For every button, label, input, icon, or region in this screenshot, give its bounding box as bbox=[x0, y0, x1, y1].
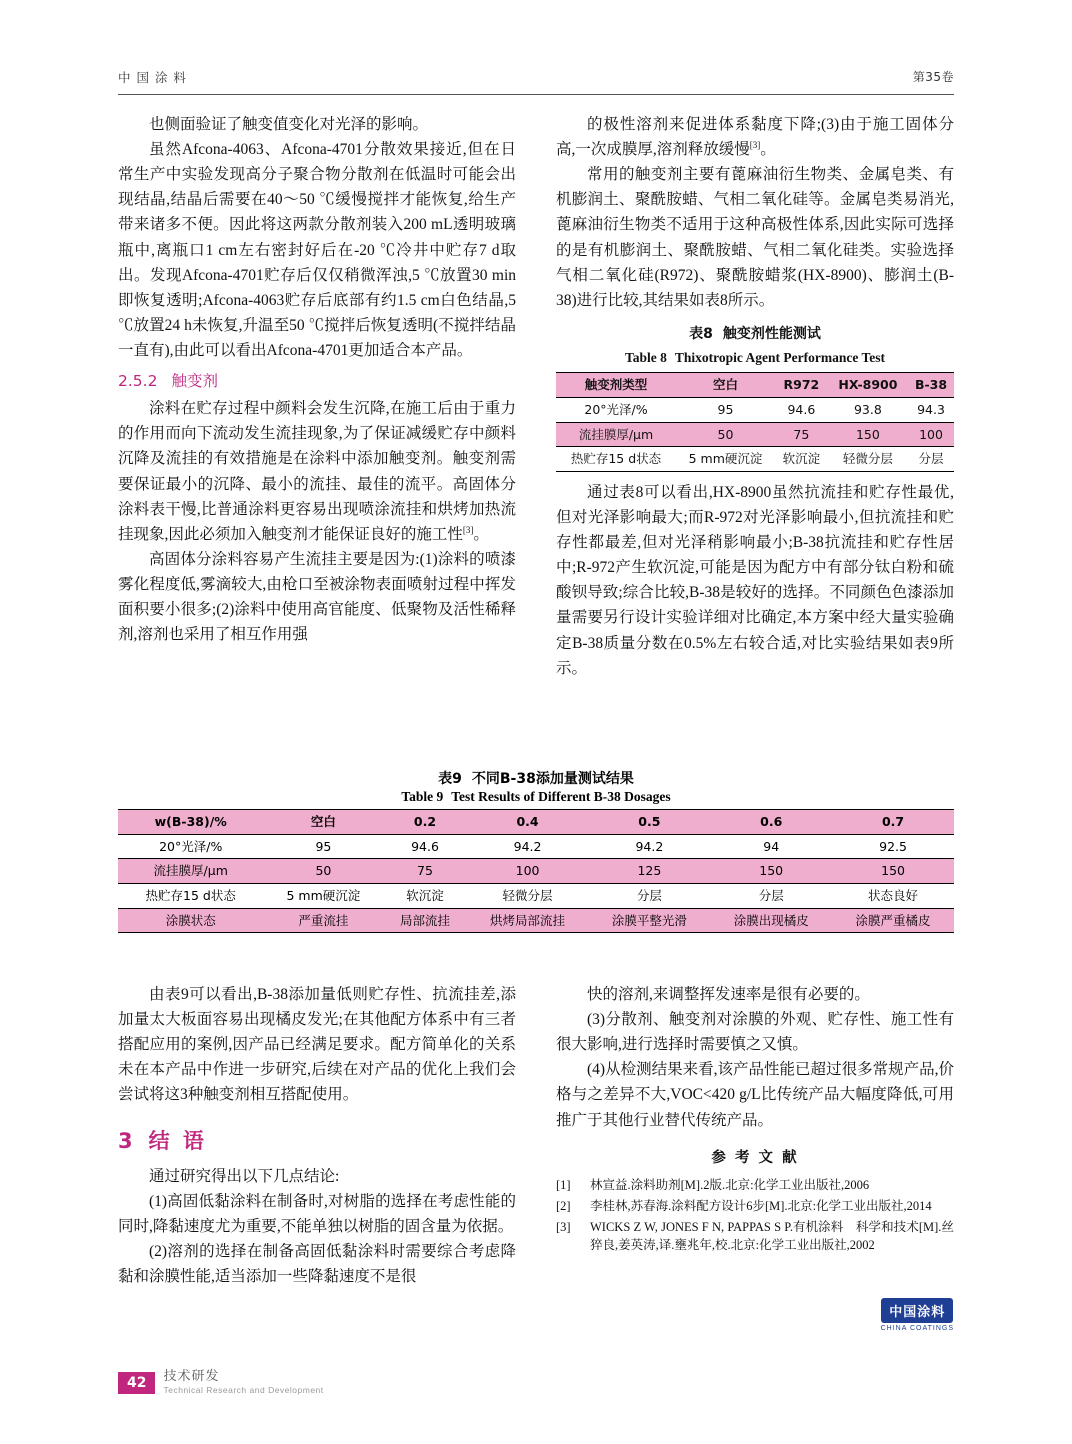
table-cell: 75 bbox=[775, 422, 828, 447]
table-cell: 软沉淀 bbox=[383, 883, 466, 908]
table-cell: 流挂膜厚/μm bbox=[556, 422, 676, 447]
table-9-number-en: Table 9 bbox=[401, 789, 444, 804]
table-8-caption-cn: 触变剂性能测试 bbox=[722, 325, 821, 342]
table-row bbox=[556, 398, 954, 423]
table-9-title-en bbox=[118, 789, 954, 805]
table-cell: 流挂膜厚/μm bbox=[118, 859, 263, 884]
table-cell: 94.2 bbox=[467, 834, 589, 859]
section-number: 2.5.2 bbox=[118, 372, 158, 391]
table-cell: 0.2 bbox=[383, 810, 466, 835]
table-cell: 150 bbox=[710, 859, 832, 884]
table-9-container bbox=[118, 768, 954, 933]
reference-text: 林宣益.涂料助剂[M].2版.北京:化学工业出版社,2006 bbox=[590, 1178, 870, 1193]
reference-text: 李桂林,苏春海.涂料配方设计6步[M].北京:化学工业出版社,2014 bbox=[590, 1198, 932, 1213]
table-cell: w(B-38)/% bbox=[118, 810, 263, 835]
table-cell: 125 bbox=[588, 859, 710, 884]
table-9 bbox=[118, 809, 954, 933]
table-row bbox=[118, 859, 954, 884]
paragraph bbox=[118, 396, 516, 547]
table-cell: 50 bbox=[676, 422, 775, 447]
table-8-number-cn: 表8 bbox=[689, 325, 713, 342]
paragraph-text: 的极性溶剂来促进体系黏度下降;(3)由于施工固体分高,一次成膜厚,溶剂释放缓慢 bbox=[556, 116, 954, 159]
table-cell: 0.4 bbox=[467, 810, 589, 835]
table-9-caption-cn: 不同B-38添加量测试结果 bbox=[471, 771, 634, 787]
reference-number: [1] bbox=[556, 1178, 571, 1193]
table-row bbox=[118, 834, 954, 859]
table-row bbox=[118, 883, 954, 908]
table-cell: B-38 bbox=[908, 373, 954, 398]
table-cell: 烘烤局部流挂 bbox=[467, 908, 589, 933]
reference-item bbox=[556, 1176, 954, 1195]
table-cell: 分层 bbox=[908, 447, 954, 472]
table-9-caption-en: Test Results of Different B-38 Dosages bbox=[451, 789, 671, 804]
table-row bbox=[556, 373, 954, 398]
table-cell: 涂膜严重橘皮 bbox=[832, 908, 954, 933]
table-cell: 94.2 bbox=[588, 834, 710, 859]
table-cell: 涂膜状态 bbox=[118, 908, 263, 933]
table-cell: 100 bbox=[908, 422, 954, 447]
paragraph: (4)从检测结果来看,该产品性能已超过很多常规产品,价格与之差异不大,VOC<420 g/L比传统产品大幅度降低,可用推广于其他行业替代传统产品。 bbox=[556, 1061, 954, 1129]
paragraph: (2)溶剂的选择在制备高固低黏涂料时需要综合考虑降黏和涂膜性能,适当添加一些降黏速度不是很 bbox=[118, 1242, 516, 1285]
table-cell: 5 mm硬沉淀 bbox=[676, 447, 775, 472]
table-8-container bbox=[556, 323, 954, 472]
paragraph bbox=[556, 112, 954, 162]
table-cell: 轻微分层 bbox=[467, 883, 589, 908]
table-8-caption-en: Thixotropic Agent Performance Test bbox=[674, 349, 885, 365]
table-cell: 严重流挂 bbox=[263, 908, 383, 933]
paragraph: 通过表8可以看出,HX-8900虽然抗流挂和贮存性最优,但对光泽影响最大;而R-972对光泽影响最小,但抗流挂和贮存性都最差,但对光泽稍影响最小;B-38抗流挂和贮存性居中;R-972产生软沉淀,可能是因为配方中有部分钛白粉和硫酸钡导致;综合比较,B-38是较好的选择。不同颜色色漆添加量需要另行设计实验详细对比确定,本方案中经大量实验确定B-38质量分数在0.5%左右较合适,对比实验结果如表9所示。 bbox=[556, 483, 954, 677]
reference-item bbox=[556, 1218, 954, 1256]
journal-name: 中 国 涂 料 bbox=[118, 70, 187, 85]
reference-text: WICKS Z W, JONES F N, PAPPAS S P.有机涂料 科学和技术[M].丝猝良,姜英涛,译.壅兆年,校.北京:化学工业出版社,2002 bbox=[590, 1219, 954, 1253]
references-heading: 参 考 文 献 bbox=[711, 1149, 799, 1166]
volume-label: 第35卷 bbox=[912, 70, 954, 84]
table-row bbox=[118, 908, 954, 933]
table-cell: 92.5 bbox=[832, 834, 954, 859]
citation-ref: [3] bbox=[749, 139, 761, 150]
paragraph: 快的溶剂,来调整挥发速率是很有必要的。 bbox=[587, 986, 870, 1003]
table-cell: 0.6 bbox=[710, 810, 832, 835]
paragraph: 通过研究得出以下几点结论: bbox=[149, 1167, 340, 1185]
table-cell: 涂膜平整光滑 bbox=[588, 908, 710, 933]
paragraph: 常用的触变剂主要有蓖麻油衍生物类、金属皂类、有机膨润土、聚酰胺蜡、气相二氧化硅等。金属皂类易消光,蓖麻油衍生物类不适用于这种高极性体系,因此实际可选择的是有机膨润土、聚酰胺蜡、气相二氧化硅类。实验选择气相二氧化硅(R972)、聚酰胺蜡浆(HX-8900)、膨润土(B-38)进行比较,其结果如表8所示。 bbox=[556, 166, 954, 309]
page-footer bbox=[118, 1369, 324, 1396]
table-cell: 150 bbox=[828, 422, 908, 447]
table-cell: 94.6 bbox=[383, 834, 466, 859]
table-cell: 轻微分层 bbox=[828, 447, 908, 472]
table-cell: 50 bbox=[263, 859, 383, 884]
table-8-title-en bbox=[556, 347, 954, 369]
page-number: 42 bbox=[118, 1372, 155, 1394]
page-header bbox=[118, 68, 954, 95]
paragraph: 由表9可以看出,B-38添加量低则贮存性、抗流挂差,添加量太大板面容易出现橘皮发光;在其他配方体系中有三者搭配应用的案例,因产品已经满足要求。配方简单化的关系未在本产品中作进一步研究,后续在对产品的优化上我们会尝试将这3种触变剂相互搭配使用。 bbox=[118, 986, 516, 1104]
footer-section-label bbox=[163, 1369, 323, 1396]
right-column-bottom bbox=[556, 982, 954, 1257]
table-cell: 涂膜出现橘皮 bbox=[710, 908, 832, 933]
paragraph-tail: 。 bbox=[473, 525, 489, 543]
table-cell: 空白 bbox=[263, 810, 383, 835]
section-title: 结 语 bbox=[148, 1128, 207, 1153]
table-cell: 95 bbox=[263, 834, 383, 859]
table-8-number-en: Table 8 bbox=[624, 349, 667, 365]
table-cell: 75 bbox=[383, 859, 466, 884]
table-cell: 94.3 bbox=[908, 398, 954, 423]
paragraph: 高固体分涂料容易产生流挂主要是因为:(1)涂料的喷漆雾化程度低,雾滴较大,由枪口至被涂物表面喷射过程中挥发面积要小很多;(2)涂料中使用高官能度、低聚物及活性稀释剂,溶剂也采用了相互作用强 bbox=[118, 550, 516, 644]
paragraph-text: 涂料在贮存过程中颜料会发生沉降,在施工后由于重力的作用而向下流动发生流挂现象,为了保证减缓贮存中颜料沉降及流挂的有效措施是在涂料中添加触变剂。触变剂需要保证最小的沉降、最小的流挂、最佳的流平。高固体分涂料表干慢,比普通涂料更容易出现喷涂流挂和烘烤加热流挂现象,因此必须加入触变剂才能保证良好的施工性 bbox=[118, 400, 516, 543]
table-cell: 20°光泽/% bbox=[556, 398, 676, 423]
logo-subtitle: CHINA COATINGS bbox=[880, 1325, 954, 1332]
table-cell: 空白 bbox=[676, 373, 775, 398]
section-title: 触变剂 bbox=[171, 372, 218, 391]
paragraph: (3)分散剂、触变剂对涂膜的外观、贮存性、施工性有很大影响,进行选择时需要慎之又慎。 bbox=[556, 1011, 954, 1054]
logo-badge-text: 中国涂料 bbox=[881, 1298, 953, 1323]
reference-number: [2] bbox=[556, 1198, 571, 1213]
section-heading-3 bbox=[118, 1124, 516, 1158]
table-cell: 热贮存15 d状态 bbox=[118, 883, 263, 908]
table-8-title-cn bbox=[556, 323, 954, 346]
paragraph: 也侧面验证了触变值变化对光泽的影响。 bbox=[149, 116, 429, 133]
table-cell: 状态良好 bbox=[832, 883, 954, 908]
footer-label-en: Technical Research and Development bbox=[163, 1385, 324, 1396]
paragraph: (1)高固低黏涂料在制备时,对树脂的选择在考虑性能的同时,降黏速度尤为重要,不能单独以树脂的固含量为依据。 bbox=[118, 1192, 516, 1235]
table-cell: 软沉淀 bbox=[775, 447, 828, 472]
table-cell: 94 bbox=[710, 834, 832, 859]
reference-item bbox=[556, 1197, 954, 1216]
table-8 bbox=[556, 372, 954, 472]
table-cell: 93.8 bbox=[828, 398, 908, 423]
table-row bbox=[556, 422, 954, 447]
citation-ref: [3] bbox=[462, 524, 474, 535]
table-cell: 分层 bbox=[588, 883, 710, 908]
table-cell: 95 bbox=[676, 398, 775, 423]
table-9-number-cn: 表9 bbox=[438, 771, 462, 787]
table-row bbox=[556, 447, 954, 472]
left-column-bottom bbox=[118, 982, 516, 1289]
table-cell: 0.7 bbox=[832, 810, 954, 835]
table-cell: 5 mm硬沉淀 bbox=[263, 883, 383, 908]
table-row bbox=[118, 810, 954, 835]
reference-number: [3] bbox=[556, 1219, 571, 1234]
table-cell: 触变剂类型 bbox=[556, 373, 676, 398]
left-column-top bbox=[118, 112, 516, 752]
table-cell: 0.5 bbox=[588, 810, 710, 835]
table-cell: 分层 bbox=[710, 883, 832, 908]
table-9-title-cn bbox=[118, 768, 954, 788]
paragraph-tail: 。 bbox=[760, 141, 776, 159]
table-cell: 热贮存15 d状态 bbox=[556, 447, 676, 472]
publisher-logo bbox=[881, 1298, 954, 1332]
table-cell: 局部流挂 bbox=[383, 908, 466, 933]
table-cell: HX-8900 bbox=[828, 373, 908, 398]
table-cell: 100 bbox=[467, 859, 589, 884]
footer-label-cn: 技术研发 bbox=[163, 1369, 220, 1385]
right-column-top bbox=[556, 112, 954, 752]
section-heading-252 bbox=[118, 369, 516, 394]
table-cell: 150 bbox=[832, 859, 954, 884]
paragraph: 虽然Afcona-4063、Afcona-4701分散效果接近,但在日常生产中实验发现高分子聚合物分散剂在低温时可能会出现结晶,结晶后需要在40～50 ℃缓慢搅拌才能恢复,给生产带来诸多不便。因此将这两款分散剂装入200 mL透明玻璃瓶中,离瓶口1 cm左右密封好后在-20 ℃冷井中贮存7 d取出。发现Afcona-4701贮存后仅仅稍微浑浊,5 ℃放置30 min即恢复透明;Afcona-4063贮存后底部有约1.5 cm白色结晶,5 ℃放置24 h未恢复,升温至50 ℃搅拌后恢复透明(不搅拌结晶一直有),由此可以看出Afcona-4701更加适合本产品。 bbox=[118, 141, 516, 359]
table-cell: 20°光泽/% bbox=[118, 834, 263, 859]
table-cell: 94.6 bbox=[775, 398, 828, 423]
table-cell: R972 bbox=[775, 373, 828, 398]
section-number: 3 bbox=[118, 1128, 133, 1153]
